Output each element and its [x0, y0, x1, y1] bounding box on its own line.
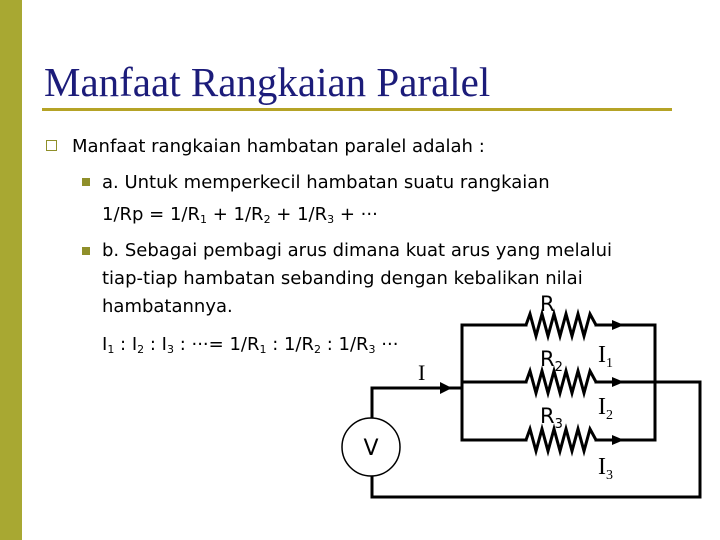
resistor-1-label: R	[540, 292, 555, 316]
resistor-2-label: $R_2$	[540, 347, 563, 375]
resistor-3-label: $R_3$	[540, 404, 563, 432]
total-current-label: I	[418, 360, 426, 385]
current-ratio: $I_1$ : $I_2$ : $I_3$ : ···= $1/R_1$ : $1/R_2$ : $1/R_3$ ···	[102, 334, 399, 356]
current-1-label: $I_1$	[598, 342, 613, 371]
current-arrow-icon	[440, 382, 452, 394]
resistor-1	[526, 314, 596, 336]
point-b-line3: hambatannya.	[102, 296, 233, 317]
point-b-line2: tiap-tiap hambatan sebanding dengan kebalikan nilai	[102, 268, 583, 289]
current-arrow-icon	[612, 435, 624, 445]
point-a-formula: $1/Rp = 1/R_1 + 1/R_2 + 1/R_3$ + ···	[102, 204, 378, 226]
point-b-line1: b. Sebagai pembagi arus dimana kuat arus yang melalui	[102, 240, 613, 261]
wire-left-upper	[372, 388, 462, 425]
point-a-text: a. Untuk memperkecil hambatan suatu rangkaian	[102, 172, 550, 193]
current-arrow-icon	[612, 377, 624, 387]
intro-text: Manfaat rangkaian hambatan paralel adalah :	[72, 136, 485, 157]
current-2-label: $I_2$	[598, 394, 613, 423]
slide-title: Manfaat Rangkaian Paralel	[44, 59, 491, 105]
current-arrow-icon	[612, 320, 624, 330]
voltmeter-label: V	[363, 436, 379, 461]
current-3-label: $I_3$	[598, 454, 613, 483]
resistor-3	[526, 429, 596, 451]
